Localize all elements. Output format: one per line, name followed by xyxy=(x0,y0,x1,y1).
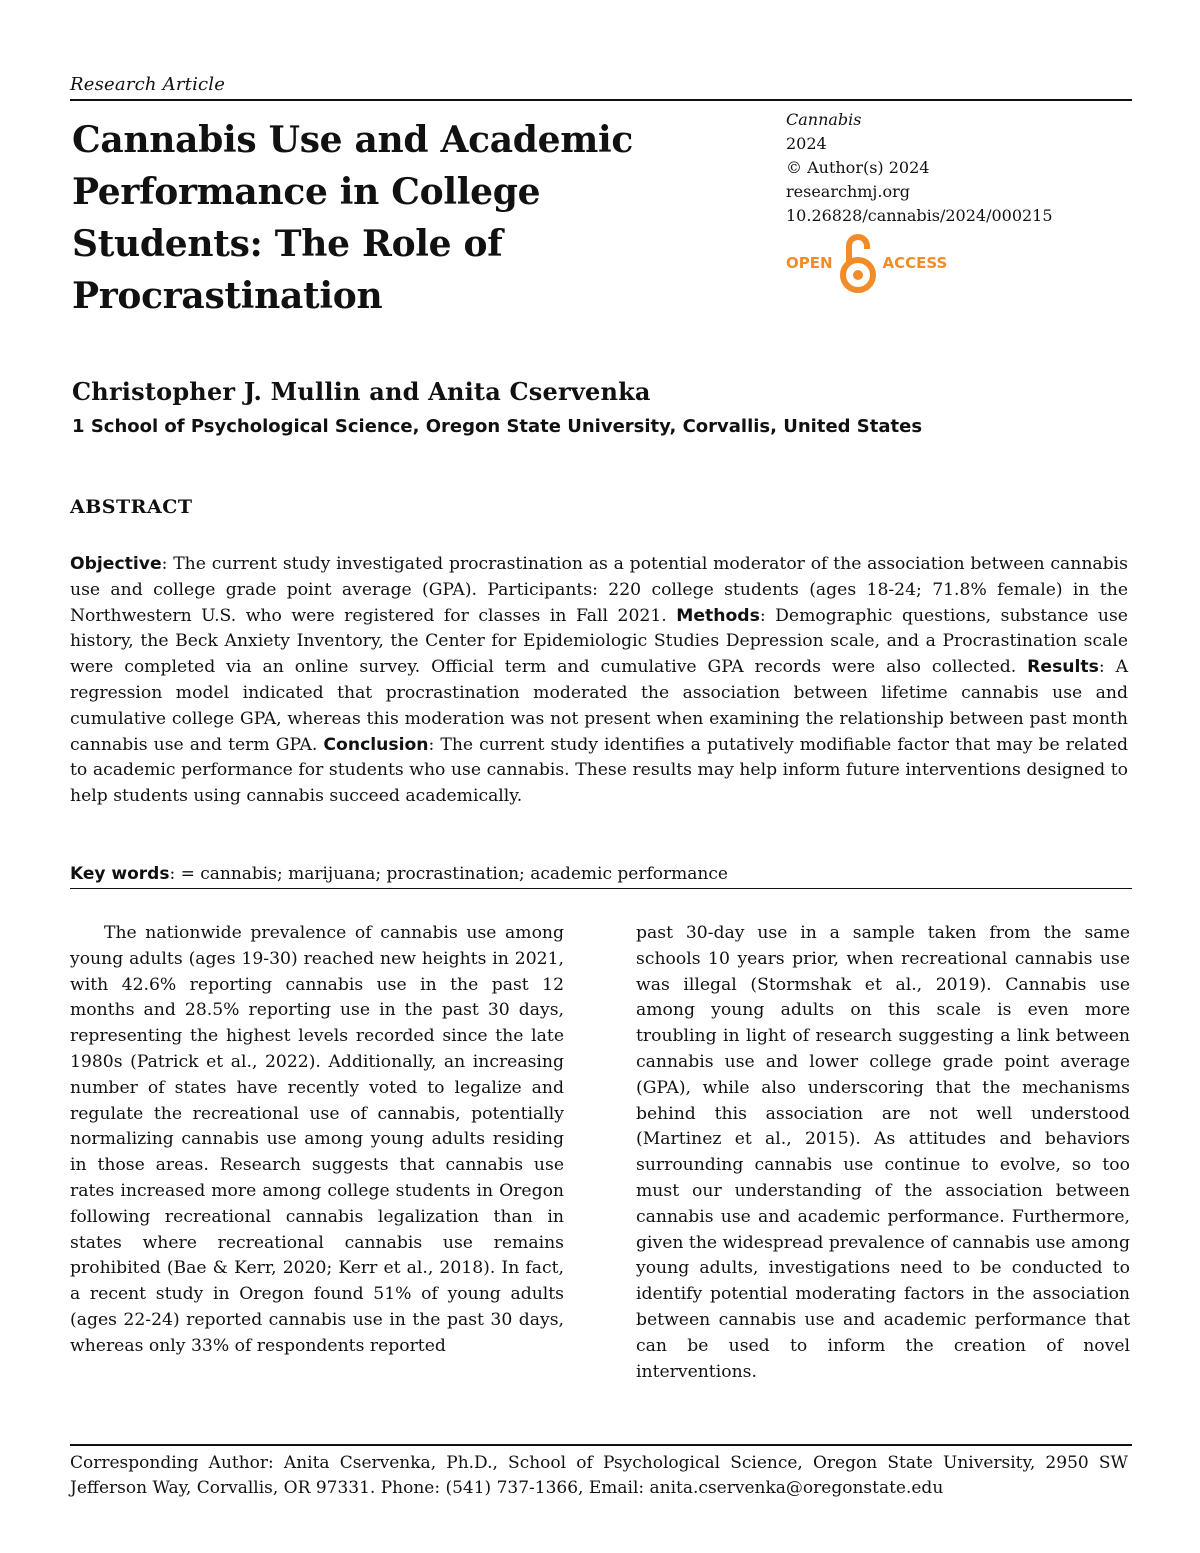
keywords xyxy=(70,864,728,884)
header-rule xyxy=(70,99,1132,101)
open-access-logo xyxy=(786,232,947,294)
footer-rule xyxy=(70,1444,1132,1446)
methods-label: Methods xyxy=(676,605,760,626)
methods-text: : Demographic questions, substance use history, the Beck Anxiety Inventory, the Center for Epidemiologic Studies Depression scale, and a Procrastination scale were completed via an online survey. Official term and cumulative GPA records were also collected. xyxy=(70,605,1128,678)
article-type: Research Article xyxy=(70,74,226,95)
journal-year: 2024 xyxy=(786,134,827,153)
keywords-text: : = cannabis; marijuana; procrastination; academic performance xyxy=(169,864,728,884)
copyright: © Author(s) 2024 xyxy=(786,158,930,177)
journal-meta xyxy=(786,108,1053,228)
website-link[interactable]: researchmj.org xyxy=(786,182,910,201)
body-column-right xyxy=(636,921,1130,1385)
affiliation xyxy=(72,416,922,437)
doi-link[interactable]: 10.26828/cannabis/2024/000215 xyxy=(786,206,1053,225)
body-paragraph: The nationwide prevalence of cannabis use among young adults (ages 19-30) reached new heights in 2021, with 42.6% reporting cannabis use in the past 12 months and 28.5% reporting use in the past 30 days, representing the highest levels recorded since the late 1980s (Patrick et al., 2022). Additionally, an increasing number of states have recently voted to legalize and regulate the recreational use of cannabis, potentially normalizing cannabis use among young adults residing in those areas. Research suggests that cannabis use rates increased more among college students in Oregon following recreational cannabis legalization than in states where recreational cannabis use remains prohibited (Bae & Kerr, 2020; Kerr et al., 2018). In fact, a recent study in Oregon found 51% of young adults (ages 22-24) reported cannabis use in the past 30 days, whereas only 33% of respondents reported xyxy=(70,923,564,1356)
affiliation-text: School of Psychological Science, Oregon State University, Corvallis, United States xyxy=(90,416,923,437)
body-paragraph: past 30-day use in a sample taken from the same schools 10 years prior, when recreational cannabis use was illegal (Stormshak et al., 2019). Cannabis use among young adults on this scale is even more troubling in light of research suggesting a link between cannabis use and lower college grade point average (GPA), while also underscoring that the mechanisms behind this association are not well understood (Martinez et al., 2015). As attitudes and behaviors surrounding cannabis use continue to evolve, so too must our understanding of the association between cannabis use and academic performance. Furthermore, given the widespread prevalence of cannabis use among young adults, investigations need to be conducted to identify potential moderating factors in the association between cannabis use and academic performance that can be used to inform the creation of novel interventions. xyxy=(636,923,1130,1382)
results-text: : A regression model indicated that procrastination moderated the association between lifetime cannabis use and cumulative college GPA, whereas this moderation was not present when examining the relationship between past month cannabis use and term GPA. xyxy=(70,657,1129,755)
abstract-body xyxy=(70,552,1128,810)
objective-label: Objective xyxy=(70,554,162,574)
keywords-label: Key words xyxy=(70,864,170,884)
corresponding-author: Corresponding Author: Anita Cservenka, Ph.D., School of Psychological Science, Oregon State University, 2950 SW Jefferson Way, Corvallis, OR 97331. Phone: (541) 737-1366, Email: anita.cservenka@oregonstate.edu xyxy=(70,1453,1128,1498)
objective-text: : The current study investigated procrastination as a potential moderator of the association between cannabis use and college grade point average (GPA). Participants: 220 college students (ages 18-24; 71.8% female) in the Northwestern U.S. who were registered for classes in Fall 2021. xyxy=(70,554,1128,626)
open-access-right-text: ACCESS xyxy=(882,254,948,272)
conclusion-label: Conclusion xyxy=(323,734,429,755)
affiliation-marker: 1 xyxy=(72,416,85,437)
keywords-rule xyxy=(70,888,1132,889)
authors: Christopher J. Mullin and Anita Cservenka xyxy=(72,377,651,406)
conclusion-text: : The current study identifies a putatively modifiable factor that may be related to academic performance for students who use cannabis. These results may help inform future interventions designed to help students using cannabis succeed academically. xyxy=(70,734,1128,807)
journal-name: Cannabis xyxy=(786,110,862,129)
body-column-left xyxy=(70,921,564,1360)
open-access-left-text: OPEN xyxy=(786,254,833,272)
results-label: Results xyxy=(1027,657,1099,678)
abstract-heading: ABSTRACT xyxy=(70,496,193,518)
article-title: Cannabis Use and Academic Performance in College Students: The Role of Procrastination xyxy=(72,119,634,317)
open-lock-icon xyxy=(839,232,877,294)
